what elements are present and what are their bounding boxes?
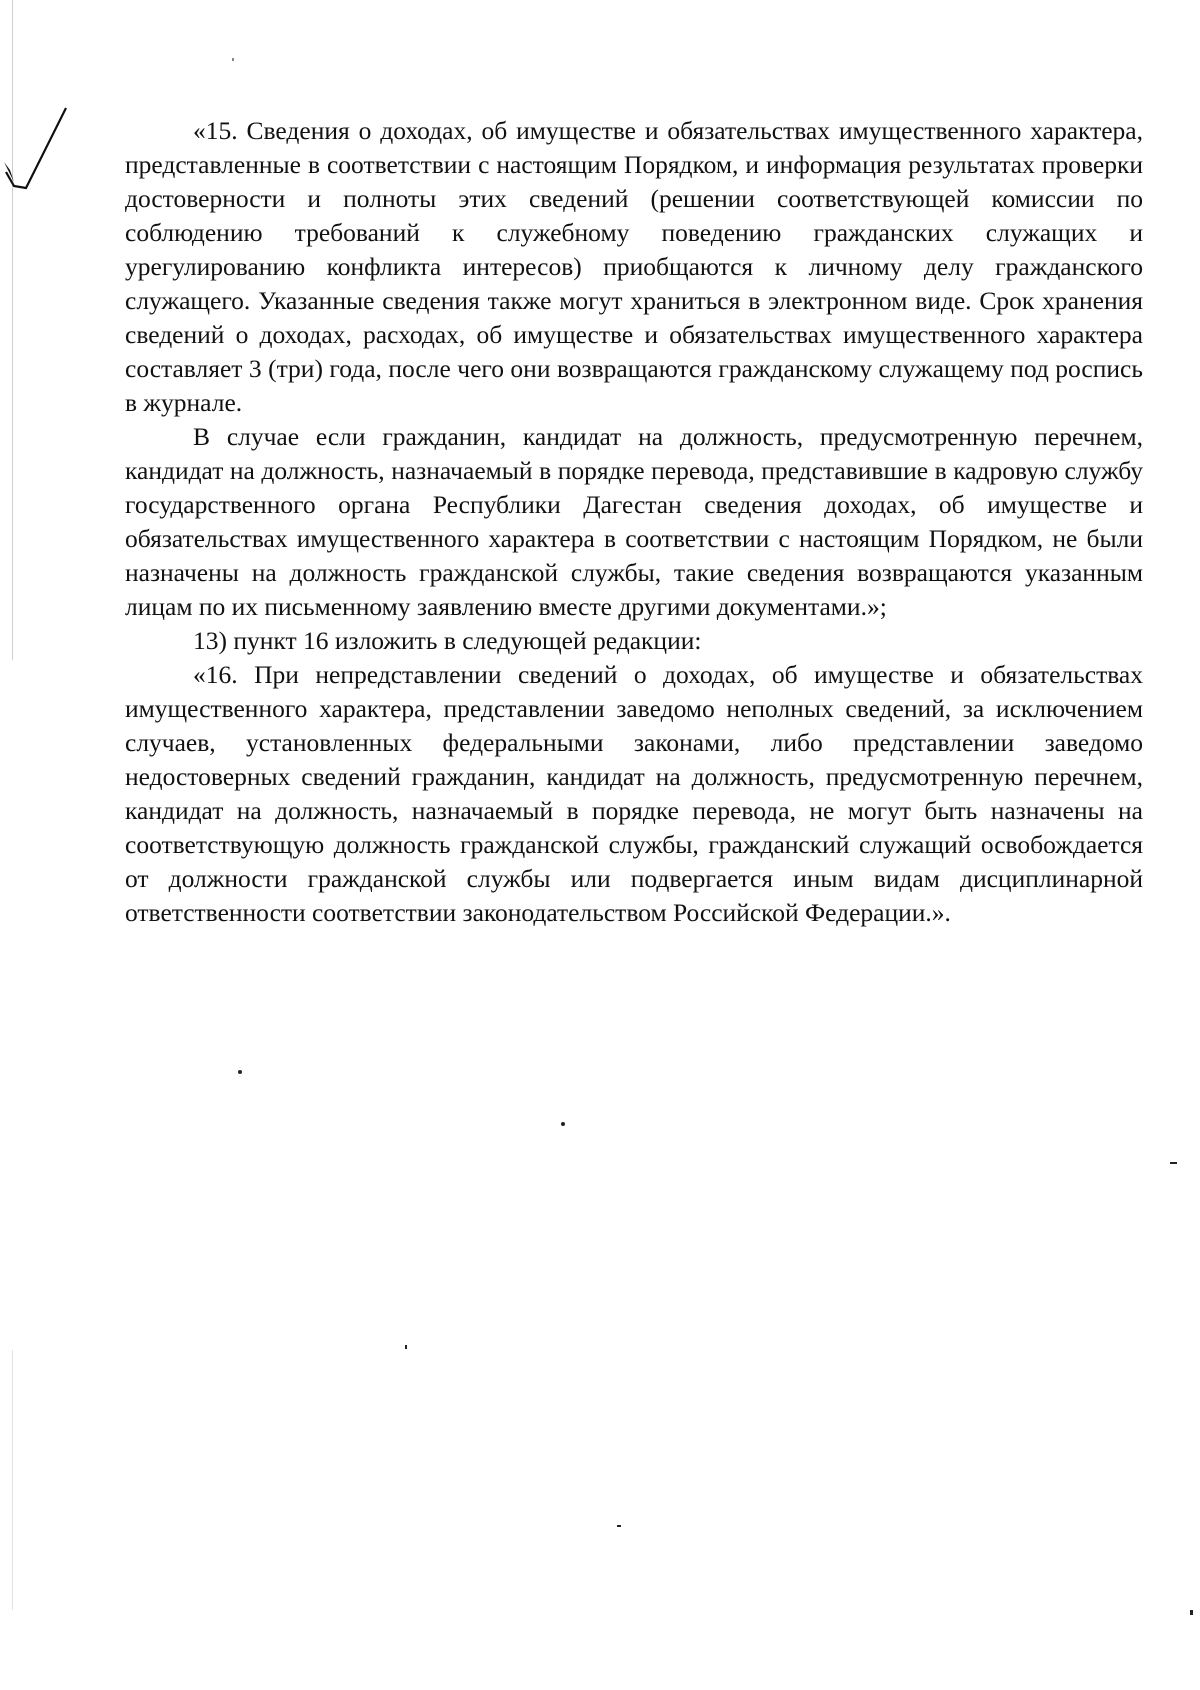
scan-speck <box>232 58 234 61</box>
scan-speck <box>1190 1610 1193 1615</box>
document-body <box>125 114 1143 930</box>
paragraph-16: «16. При непредставлении сведений о доходах, об имуществе и обязательствах имущественного характера, представлении заведомо неполных сведений, за исключением случаев, установленных федеральными законами, либо представлении заведомо недостоверных сведений гражданин, кандидат на должность, предусмотренную перечнем, кандидат на должность, назначаемый в порядке перевода, не могут быть назначены на соответствующую должность гражданской службы, гражданский служащий освобождается от должности гражданской службы или подвергается иным видам дисциплинарной ответственности соответствии законодательством Российской Федерации.». <box>125 660 1143 927</box>
scan-edge-line-lower <box>12 1350 13 1610</box>
paragraph-item-13: 13) пункт 16 изложить в следующей редакции: <box>193 626 702 655</box>
scan-speck <box>561 1122 565 1126</box>
scan-speck <box>405 1345 407 1349</box>
scan-speck <box>617 1525 621 1527</box>
paragraph-15: «15. Сведения о доходах, об имуществе и обязательствах имущественного характера, представленные в соответствии с настоящим Порядком, и информация результатах проверки достоверности и полноты этих сведений (решении соответствующей комиссии по соблюдению требований к служебному поведению гражданских служащих и урегулированию конфликта интересов) приобщаются к личному делу гражданского служащего. Указанные сведения также могут храниться в электронном виде. Срок хранения сведений о доходах, расходах, об имуществе и обязательствах имущественного характера составляет 3 (три) года, после чего они возвращаются гражданскому служащему под роспись в журнале. <box>125 116 1143 417</box>
paragraph-return-documents: В случае если гражданин, кандидат на должность, предусмотренную перечнем, кандидат на должность, назначаемый в порядке перевода, представившие в кадровую службу государственного органа Республики Дагестан сведения доходах, об имуществе и обязательствах имущественного характера в соответствии с настоящим Порядком, не были назначены на должность гражданской службы, такие сведения возвращаются указанным лицам по их письменному заявлению вместе другими документами.»; <box>125 422 1143 621</box>
scan-edge-line <box>12 0 13 660</box>
scan-speck <box>238 1070 242 1074</box>
scan-speck <box>1170 1162 1177 1164</box>
handwritten-check-mark <box>0 100 70 210</box>
